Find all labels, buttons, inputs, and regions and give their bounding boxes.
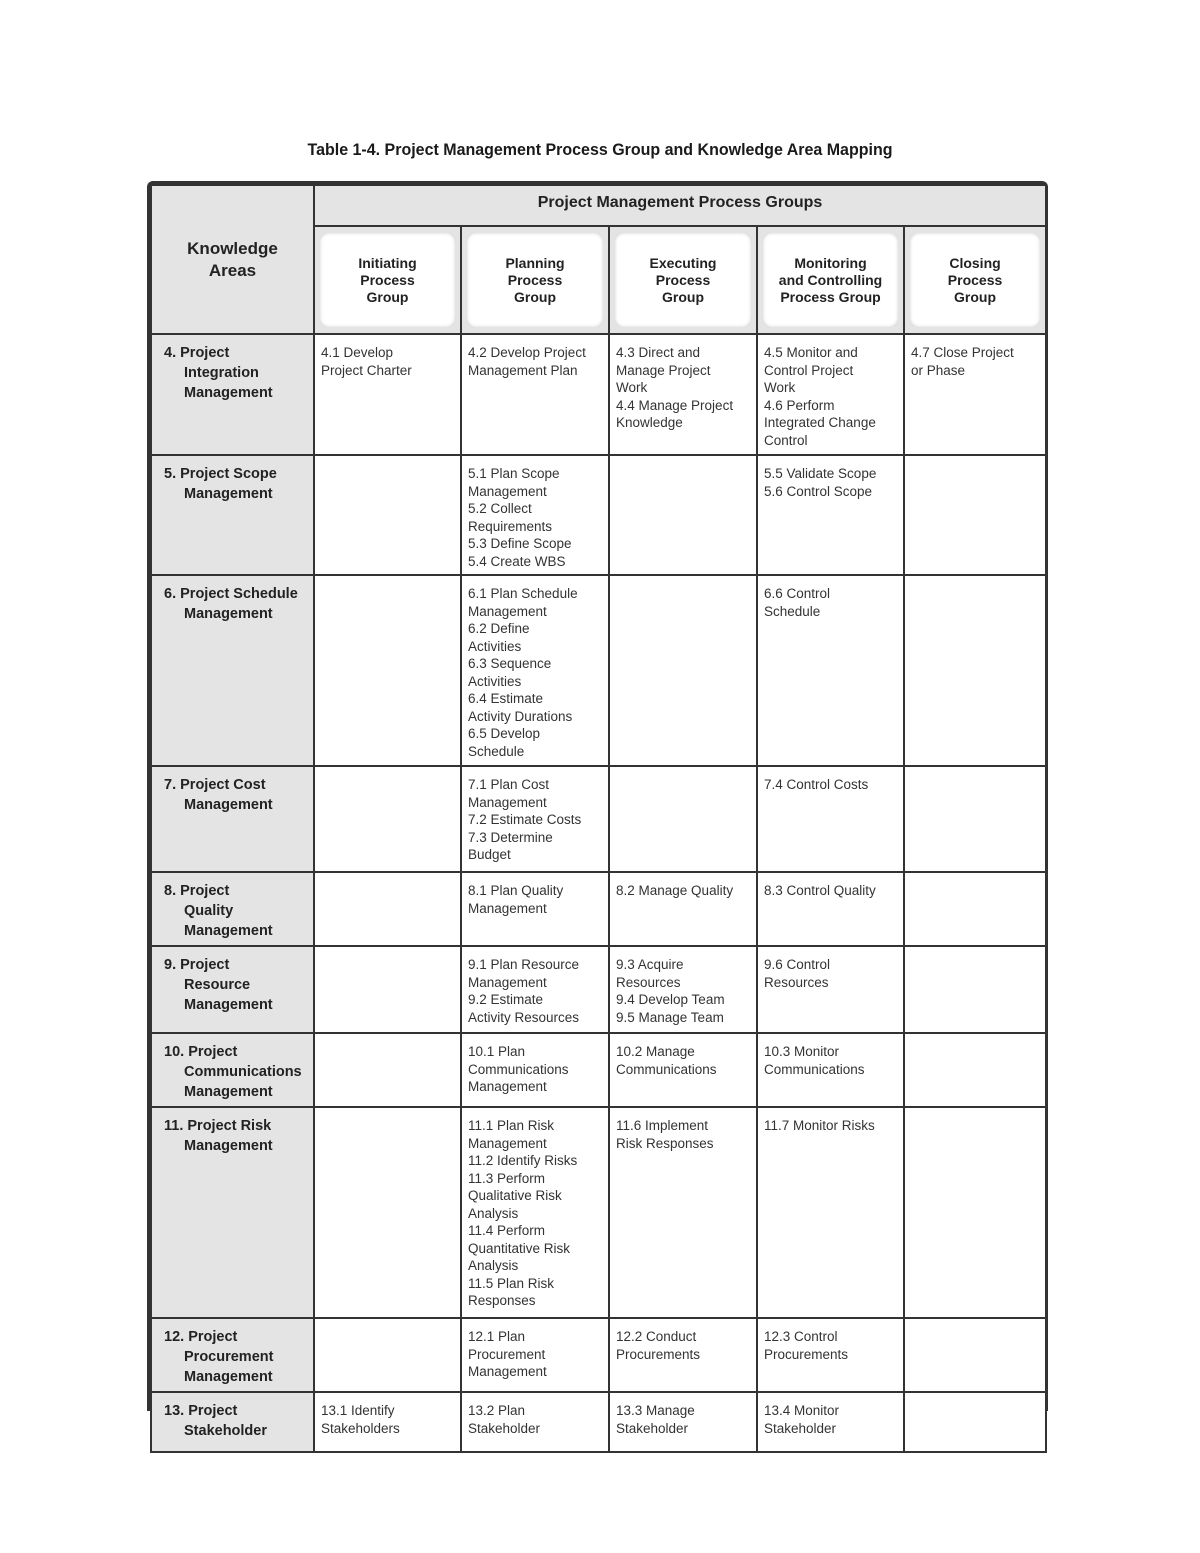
knowledge-area-label: Stakeholder bbox=[184, 1423, 267, 1439]
table-row bbox=[151, 1033, 1046, 1107]
process-cell: 5.5 Validate Scope 5.6 Control Scope bbox=[757, 455, 904, 575]
process-cell bbox=[314, 1033, 461, 1107]
mapping-table bbox=[150, 184, 1047, 1453]
knowledge-area-number: 13. bbox=[164, 1403, 185, 1419]
table-row bbox=[151, 1107, 1046, 1318]
knowledge-area-label: Project Schedule bbox=[180, 586, 298, 602]
process-cell bbox=[904, 872, 1046, 946]
mapping-table-frame bbox=[147, 181, 1048, 1439]
process-group-cell bbox=[609, 226, 757, 334]
process-cell: 6.1 Plan Schedule Management 6.2 Define Activities 6.3 Sequence Activities 6.4 Estimate Activity Durations 6.5 Develop Schedule bbox=[461, 575, 609, 766]
knowledge-area-cell bbox=[151, 575, 314, 766]
knowledge-area-number: 7. bbox=[164, 777, 177, 793]
process-cell bbox=[904, 1318, 1046, 1392]
knowledge-area-cell bbox=[151, 946, 314, 1033]
knowledge-area-label: Project bbox=[180, 957, 230, 973]
knowledge-area-number: 6. bbox=[164, 586, 177, 602]
process-group-cell bbox=[461, 226, 609, 334]
process-cell bbox=[314, 946, 461, 1033]
process-cell: 12.1 Plan Procurement Management bbox=[461, 1318, 609, 1392]
knowledge-area-label: Management bbox=[184, 385, 273, 401]
process-cell: 4.1 Develop Project Charter bbox=[314, 334, 461, 455]
process-cell: 4.2 Develop Project Management Plan bbox=[461, 334, 609, 455]
knowledge-areas-header: Knowledge Areas bbox=[151, 185, 314, 334]
process-cell: 8.1 Plan Quality Management bbox=[461, 872, 609, 946]
process-cell bbox=[904, 455, 1046, 575]
knowledge-area-label: Project bbox=[188, 1403, 238, 1419]
process-cell: 4.5 Monitor and Control Project Work 4.6 Perform Integrated Change Control bbox=[757, 334, 904, 455]
process-cell: 9.6 Control Resources bbox=[757, 946, 904, 1033]
table-row bbox=[151, 1392, 1046, 1452]
knowledge-area-cell bbox=[151, 455, 314, 575]
knowledge-area-cell bbox=[151, 1392, 314, 1452]
executing-group-header: Executing Process Group bbox=[614, 232, 752, 328]
knowledge-area-label: Management bbox=[184, 923, 273, 939]
process-cell bbox=[314, 1107, 461, 1318]
process-cell: 7.1 Plan Cost Management 7.2 Estimate Costs 7.3 Determine Budget bbox=[461, 766, 609, 872]
process-cell bbox=[904, 575, 1046, 766]
knowledge-area-label: Management bbox=[184, 486, 273, 502]
knowledge-area-label: Project Risk bbox=[187, 1118, 272, 1134]
knowledge-area-number: 12. bbox=[164, 1329, 185, 1345]
process-cell: 12.3 Control Procurements bbox=[757, 1318, 904, 1392]
table-row bbox=[151, 946, 1046, 1033]
table-title: Table 1-4. Project Management Process Group and Knowledge Area Mapping bbox=[307, 141, 893, 160]
header-row-1 bbox=[151, 185, 1046, 226]
process-cell bbox=[904, 1392, 1046, 1452]
process-cell: 8.3 Control Quality bbox=[757, 872, 904, 946]
knowledge-area-label: Management bbox=[184, 1369, 273, 1385]
process-cell: 6.6 Control Schedule bbox=[757, 575, 904, 766]
process-cell: 12.2 Conduct Procurements bbox=[609, 1318, 757, 1392]
knowledge-area-label: Management bbox=[184, 1084, 273, 1100]
process-cell bbox=[609, 766, 757, 872]
table-body bbox=[151, 334, 1046, 1452]
knowledge-area-number: 9. bbox=[164, 957, 177, 973]
knowledge-area-number: 10. bbox=[164, 1044, 185, 1060]
table-row bbox=[151, 455, 1046, 575]
knowledge-area-number: 4. bbox=[164, 345, 177, 361]
process-cell bbox=[609, 575, 757, 766]
process-cell: 13.2 Plan Stakeholder bbox=[461, 1392, 609, 1452]
table-row bbox=[151, 1318, 1046, 1392]
knowledge-area-label: Management bbox=[184, 606, 273, 622]
process-cell bbox=[904, 1033, 1046, 1107]
process-cell: 7.4 Control Costs bbox=[757, 766, 904, 872]
knowledge-area-label: Integration bbox=[184, 365, 259, 381]
process-cell: 9.3 Acquire Resources 9.4 Develop Team 9.5 Manage Team bbox=[609, 946, 757, 1033]
table-row bbox=[151, 872, 1046, 946]
knowledge-area-label: Project bbox=[188, 1044, 238, 1060]
process-cell: 13.4 Monitor Stakeholder bbox=[757, 1392, 904, 1452]
knowledge-area-label: Project bbox=[180, 345, 230, 361]
process-cell bbox=[904, 766, 1046, 872]
knowledge-area-number: 8. bbox=[164, 883, 177, 899]
process-cell: 5.1 Plan Scope Management 5.2 Collect Requirements 5.3 Define Scope 5.4 Create WBS bbox=[461, 455, 609, 575]
knowledge-area-label: Quality bbox=[184, 903, 234, 919]
monitoring-group-header: Monitoring and Controlling Process Group bbox=[762, 232, 899, 328]
knowledge-area-cell bbox=[151, 1033, 314, 1107]
knowledge-area-label: Project Cost bbox=[180, 777, 266, 793]
process-group-cell bbox=[314, 226, 461, 334]
process-cell: 10.1 Plan Communications Management bbox=[461, 1033, 609, 1107]
process-cell: 13.1 Identify Stakeholders bbox=[314, 1392, 461, 1452]
knowledge-area-cell bbox=[151, 334, 314, 455]
process-group-cell bbox=[757, 226, 904, 334]
process-cell: 13.3 Manage Stakeholder bbox=[609, 1392, 757, 1452]
knowledge-area-cell bbox=[151, 1107, 314, 1318]
knowledge-area-label: Management bbox=[184, 797, 273, 813]
process-cell: 10.3 Monitor Communications bbox=[757, 1033, 904, 1107]
process-cell: 8.2 Manage Quality bbox=[609, 872, 757, 946]
knowledge-area-cell bbox=[151, 766, 314, 872]
knowledge-area-cell bbox=[151, 872, 314, 946]
process-group-cell bbox=[904, 226, 1046, 334]
process-cell bbox=[314, 872, 461, 946]
process-cell: 4.3 Direct and Manage Project Work 4.4 Manage Project Knowledge bbox=[609, 334, 757, 455]
table-row bbox=[151, 575, 1046, 766]
knowledge-area-number: 11. bbox=[164, 1118, 184, 1134]
closing-group-header: Closing Process Group bbox=[909, 232, 1041, 328]
knowledge-area-number: 5. bbox=[164, 466, 177, 482]
knowledge-area-label: Management bbox=[184, 997, 273, 1013]
process-cell bbox=[314, 1318, 461, 1392]
knowledge-area-label: Project bbox=[188, 1329, 238, 1345]
process-cell bbox=[609, 455, 757, 575]
table-row bbox=[151, 766, 1046, 872]
process-cell bbox=[904, 1107, 1046, 1318]
process-cell: 4.7 Close Project or Phase bbox=[904, 334, 1046, 455]
process-cell bbox=[904, 946, 1046, 1033]
knowledge-area-label: Project Scope bbox=[180, 466, 277, 482]
process-cell: 10.2 Manage Communications bbox=[609, 1033, 757, 1107]
process-cell: 11.7 Monitor Risks bbox=[757, 1107, 904, 1318]
table-row bbox=[151, 334, 1046, 455]
process-groups-header: Project Management Process Groups bbox=[314, 185, 1046, 226]
knowledge-area-label: Resource bbox=[184, 977, 251, 993]
process-cell: 11.6 Implement Risk Responses bbox=[609, 1107, 757, 1318]
planning-group-header: Planning Process Group bbox=[466, 232, 604, 328]
process-cell bbox=[314, 575, 461, 766]
knowledge-area-cell bbox=[151, 1318, 314, 1392]
process-cell: 11.1 Plan Risk Management 11.2 Identify Risks 11.3 Perform Qualitative Risk Analysis 11.4 Perform Quantitative Risk Analysis 11.5 Plan Risk Responses bbox=[461, 1107, 609, 1318]
knowledge-area-label: Procurement bbox=[184, 1349, 274, 1365]
knowledge-area-label: Project bbox=[180, 883, 230, 899]
knowledge-area-label: Communications bbox=[184, 1064, 302, 1080]
process-cell bbox=[314, 455, 461, 575]
knowledge-area-label: Management bbox=[184, 1138, 273, 1154]
initiating-group-header: Initiating Process Group bbox=[319, 232, 456, 328]
process-cell: 9.1 Plan Resource Management 9.2 Estimate Activity Resources bbox=[461, 946, 609, 1033]
process-cell bbox=[314, 766, 461, 872]
